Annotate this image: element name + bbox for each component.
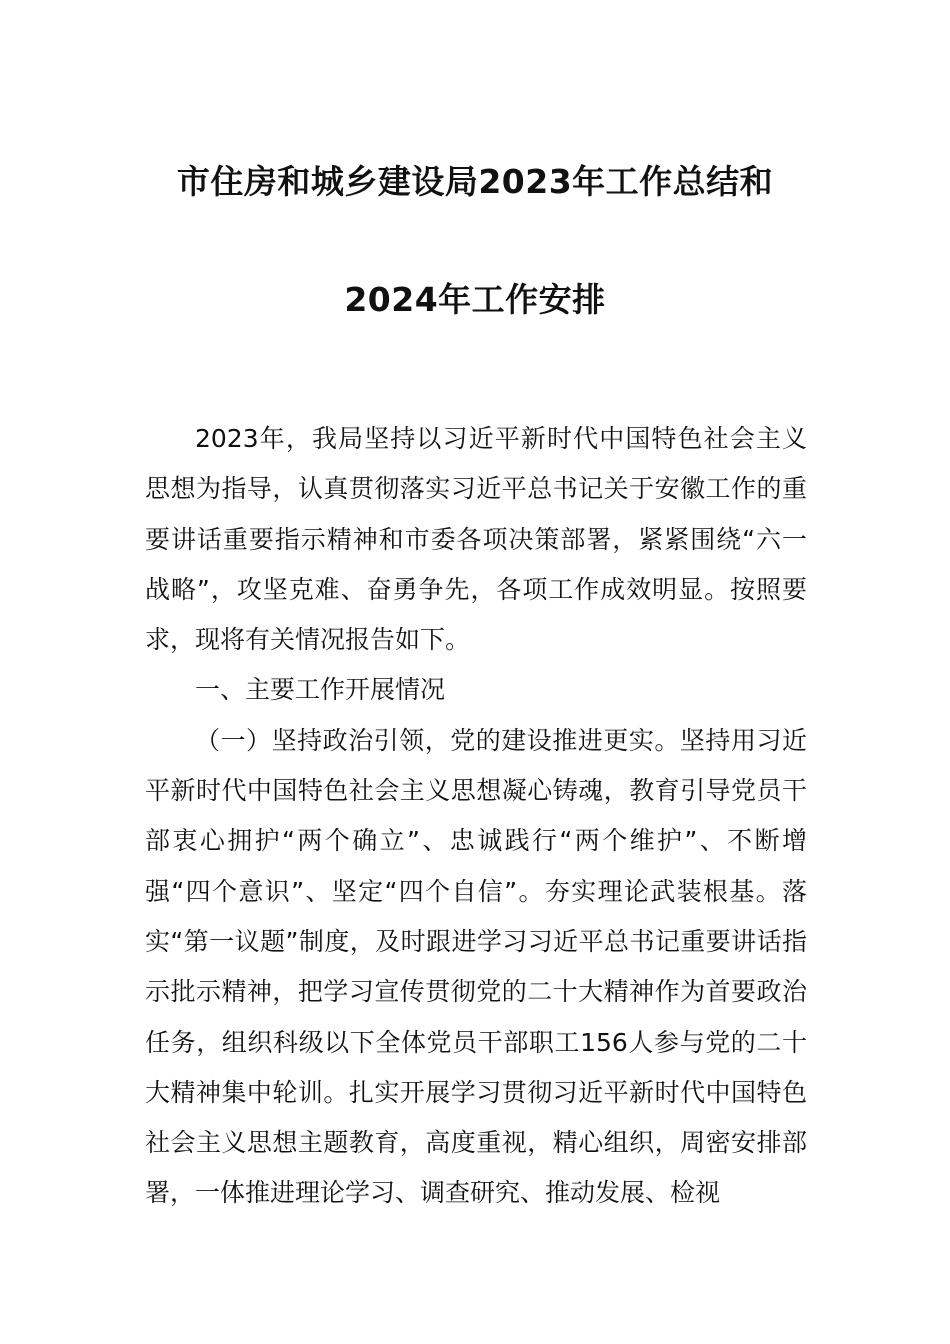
document-title-line-2: 2024年工作安排 — [344, 280, 606, 319]
intro-paragraph: 2023年，我局坚持以习近平新时代中国特色社会主义思想为指导，认真贯彻落实习近平总书记关于安徽工作的重要讲话重要指示精神和市委各项决策部署，紧紧围绕“六一战略”，攻坚克难、奋勇争先，各项工作成效明显。按照要求，现将有关情况报告如下。 — [145, 424, 807, 655]
section-heading: 一、主要工作开展情况 — [195, 675, 446, 705]
document-title-line-1: 市住房和城乡建设局2023年工作总结和 — [176, 162, 774, 201]
document-body — [145, 414, 807, 1219]
section-paragraph: （一）坚持政治引领，党的建设推进更实。坚持用习近平新时代中国特色社会主义思想凝心铸魂，教育引导党员干部衷心拥护“两个确立”、忠诚践行“两个维护”、不断增强“四个意识”、坚定“四个自信”。夯实理论武装根基。落实“第一议题”制度，及时跟进学习习近平总书记重要讲话指示批示精神，把学习宣传贯彻党的二十大精神作为首要政治任务，组织科级以下全体党员干部职工156人参与党的二十大精神集中轮训。扎实开展学习贯彻习近平新时代中国特色社会主义思想主题教育，高度重视，精心组织，周密安排部署，一体推进理论学习、调查研究、推动发展、检视 — [145, 725, 807, 1208]
